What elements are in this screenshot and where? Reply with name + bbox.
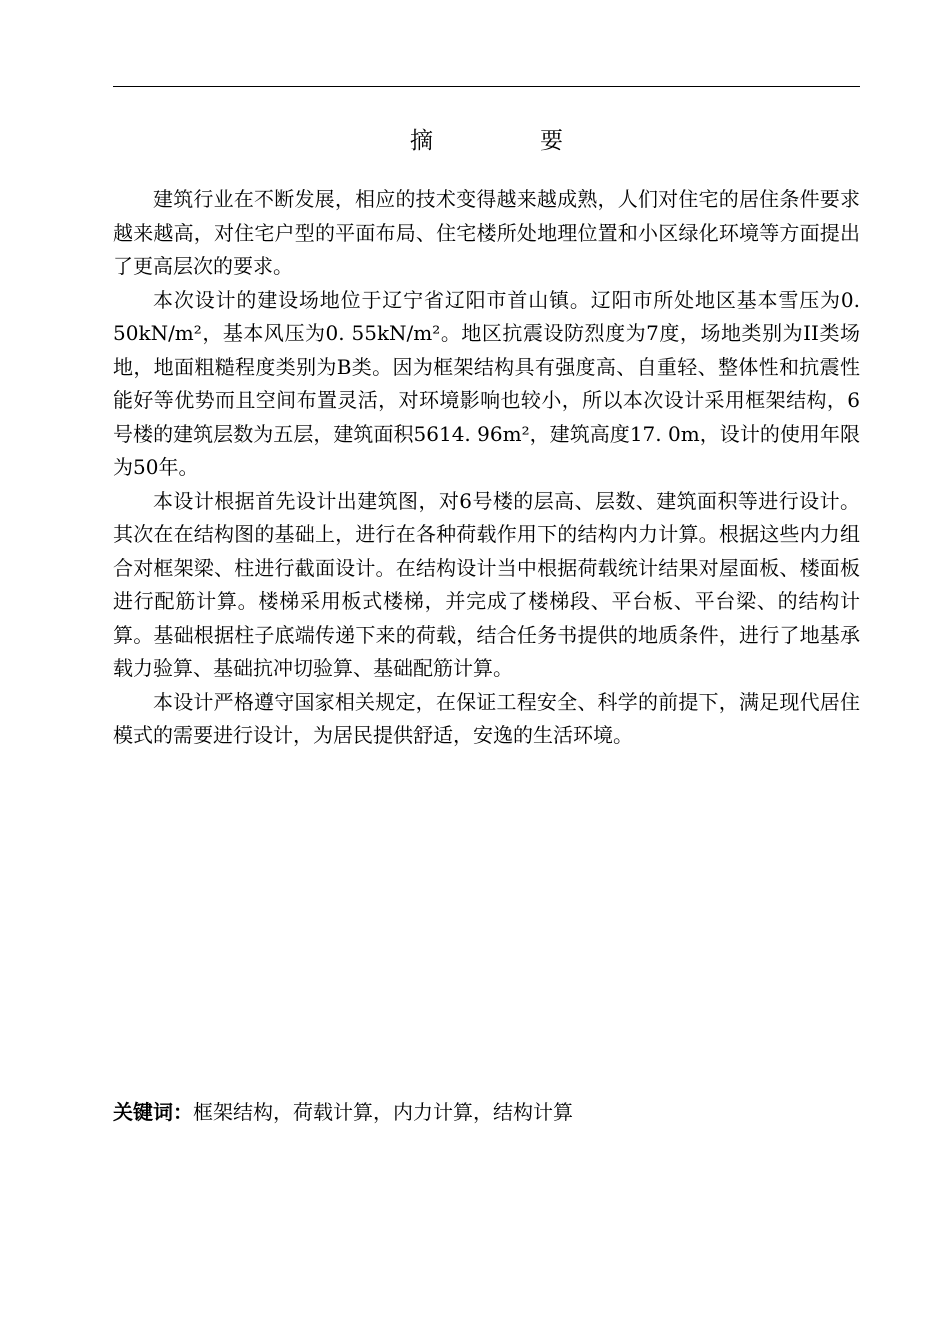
keywords-label: 关键词：	[113, 1100, 193, 1124]
abstract-paragraph-1: 建筑行业在不断发展，相应的技术变得越来越成熟，人们对住宅的居住条件要求越来越高，对住宅户型的平面布局、住宅楼所处地理位置和小区绿化环境等方面提出了更高层次的要求。	[113, 187, 860, 278]
keywords-text: 框架结构，荷载计算，内力计算，结构计算	[193, 1100, 573, 1124]
abstract-body	[113, 183, 860, 753]
abstract-paragraph-3: 本设计根据首先设计出建筑图，对6号楼的层高、层数、建筑面积等进行设计。其次在在结构图的基础上，进行在各种荷载作用下的结构内力计算。根据这些内力组合对框架梁、柱进行截面设计。在结构设计当中根据荷载统计结果对屋面板、楼面板进行配筋计算。楼梯采用板式楼梯，并完成了楼梯段、平台板、平台梁、的结构计算。基础根据柱子底端传递下来的荷载，结合任务书提供的地质条件，进行了地基承载力验算、基础抗冲切验算、基础配筋计算。	[113, 488, 860, 680]
keywords-line	[113, 1096, 860, 1129]
abstract-title: 摘 要	[410, 128, 605, 154]
abstract-paragraph-4: 本设计严格遵守国家相关规定，在保证工程安全、科学的前提下，满足现代居住模式的需要进行设计，为居民提供舒适，安逸的生活环境。	[113, 689, 860, 747]
abstract-paragraph-2: 本次设计的建设场地位于辽宁省辽阳市首山镇。辽阳市所处地区基本雪压为0. 50kN/m²，基本风压为0. 55kN/m²。地区抗震设防烈度为7度，场地类别为II类场地，地面粗糙程度类别为B类。因为框架结构具有强度高、自重轻、整体性和抗震性能好等优势而且空间布置灵活，对环境影响也较小，所以本次设计采用框架结构，6号楼的建筑层数为五层，建筑面积5614. 96m²，建筑高度17. 0m，设计的使用年限为50年。	[113, 287, 860, 479]
header-rule	[113, 86, 860, 87]
